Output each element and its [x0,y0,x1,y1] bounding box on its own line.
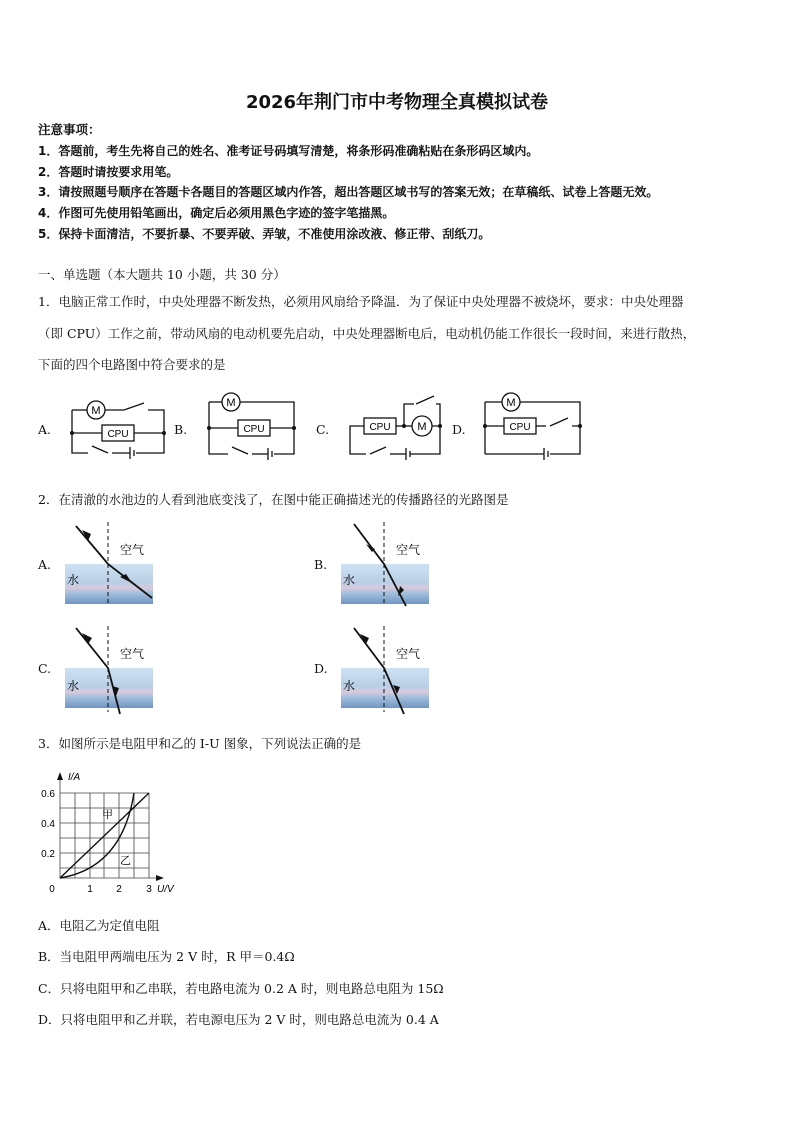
air-label: 空气 [120,647,145,661]
motor-label: M [506,397,516,409]
graph-origin: 0 [49,884,55,895]
q2-option-d-label: D. [314,661,328,676]
iu-graph [32,768,192,898]
circuit-diagram-d [480,392,588,464]
question-1-line: 下面的四个电路图中符合要求的是 [38,357,226,372]
notice-heading: 注意事项： [38,122,101,137]
q2-option-a-label: A. [38,557,52,572]
water-label: 水 [343,679,356,693]
q1-option-d-label: D. [452,422,466,437]
cpu-label: CPU [509,422,531,433]
q1-option-a-label: A. [38,422,52,437]
exam-title: 2026年荆门市中考物理全真模拟试卷 [245,92,549,113]
question-1-line: 1．电脑正常工作时，中央处理器不断发热，必须用风扇给予降温．为了保证中央处理器不被烧坏，要求：中央处理器 [38,294,684,309]
water-label: 水 [67,679,80,693]
graph-xtick: 3 [146,884,152,895]
graph-xlabel: U/V [157,884,174,895]
water-label: 水 [343,573,356,587]
q3-option-a: A．电阻乙为定值电阻 [38,918,160,933]
air-label: 空气 [396,543,421,557]
air-label: 空气 [396,647,421,661]
question-1-line: （即 CPU）工作之前，带动风扇的电动机要先启动，中央处理器断电后，电动机仍能工作很长一段时间，来进行散热， [38,326,696,341]
graph-xtick: 2 [116,884,122,895]
question-3-text: 3．如图所示是电阻甲和乙的 I-U 图象，下列说法正确的是 [38,736,362,751]
graph-ylabel: I/A [68,772,81,783]
motor-label: M [226,397,236,409]
graph-ytick: 0.4 [41,819,55,830]
light-path-diagram-b [338,520,438,608]
notice-item: 3．请按照题号顺序在答题卡各题目的答题区域内作答，超出答题区域书写的答案无效；在草稿纸、试卷上答题无效。 [38,185,659,199]
cpu-label: CPU [107,429,129,440]
q2-option-b-label: B. [314,557,328,572]
light-path-diagram-a [62,520,162,608]
notice-item: 1．答题前，考生先将自己的姓名、准考证号码填写清楚，将条形码准确粘贴在条形码区域内。 [38,144,539,158]
q1-option-b-label: B. [174,422,188,437]
notice-item: 4．作图可先使用铅笔画出，确定后必须用黑色字迹的签字笔描黑。 [38,206,395,220]
graph-ytick: 0.2 [41,849,55,860]
q3-option-d: D．只将电阻甲和乙并联，若电源电压为 2 V 时，则电路总电流为 0.4 A [38,1012,439,1027]
q3-option-b: B．当电阻甲两端电压为 2 V 时，R 甲＝0.4Ω [38,949,295,964]
series-label-jia: 甲 [102,809,113,821]
water-label: 水 [67,573,80,587]
notice-item: 5．保持卡面清洁，不要折暴、不要弄破、弄皱，不准使用涂改液、修正带、刮纸刀。 [38,227,491,241]
graph-xtick: 1 [87,884,93,895]
light-path-diagram-d [338,624,438,716]
graph-ytick: 0.6 [41,789,55,800]
q2-option-c-label: C. [38,661,52,676]
light-path-diagram-c [62,624,162,716]
question-2-text: 2．在清澈的水池边的人看到池底变浅了，在图中能正确描述光的传播路径的光路图是 [38,492,509,507]
motor-label: M [91,405,101,417]
series-label-yi: 乙 [120,855,131,867]
circuit-diagram-b [204,392,304,464]
circuit-diagram-c [342,392,448,464]
cpu-label: CPU [369,422,391,433]
circuit-diagram-a [64,398,174,463]
section-heading: 一、单选题（本大题共 10 小题，共 30 分） [38,267,286,282]
q3-option-c: C．只将电阻甲和乙串联，若电路电流为 0.2 A 时，则电路总电阻为 15Ω [38,981,444,996]
q1-option-c-label: C. [316,422,330,437]
cpu-label: CPU [243,424,265,435]
air-label: 空气 [120,543,145,557]
motor-label: M [417,421,427,433]
notice-item: 2．答题时请按要求用笔。 [38,165,179,179]
